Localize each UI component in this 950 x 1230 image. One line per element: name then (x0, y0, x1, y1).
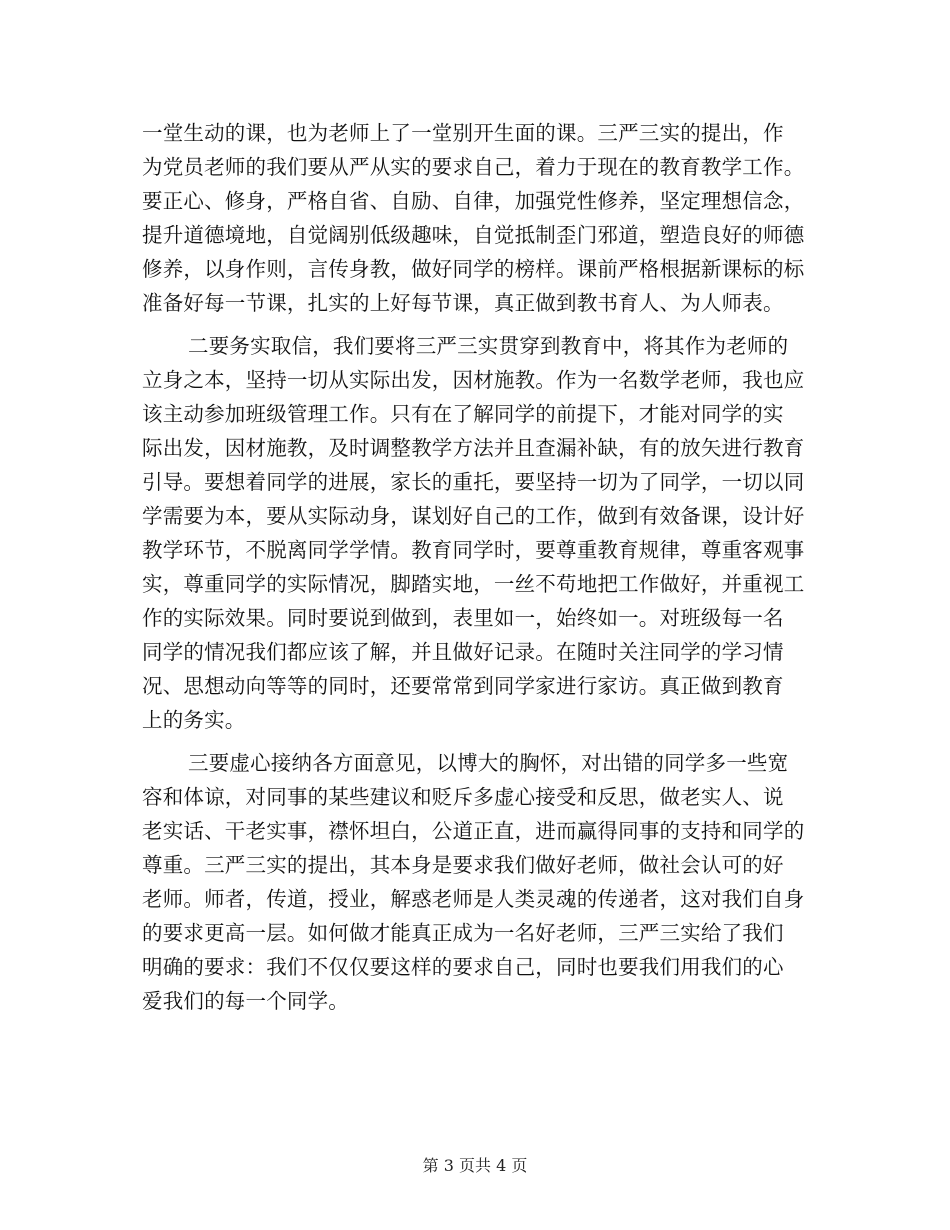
text-line: 立身之本，坚持一切从实际出发，因材施教。作为一名数学老师，我也应 (142, 368, 805, 392)
text-line: 实，尊重同学的实际情况，脚踏实地，一丝不苟地把工作做好，并重视工 (142, 572, 805, 596)
text-line: 该主动参加班级管理工作。只有在了解同学的前提下，才能对同学的实 (142, 402, 784, 426)
text-line: 容和体谅，对同事的某些建议和贬斥多虚心接受和反思，做老实人、说 (142, 785, 784, 809)
text-line: 明确的要求：我们不仅仅要这样的要求自己，同时也要我们用我们的心 (142, 955, 784, 979)
text-line: 老师。师者，传道，授业，解惑老师是人类灵魂的传递者，这对我们自身 (142, 887, 805, 911)
text-line: 况、思想动向等等的同时，还要常常到同学家进行家访。真正做到教育 (142, 674, 784, 698)
text-line: 上的务实。 (142, 708, 246, 732)
text-line: 学需要为本，要从实际动身，谋划好自己的工作，做到有效备课，设计好 (142, 504, 805, 528)
text-line: 爱我们的每一个同学。 (142, 989, 349, 1013)
text-line: 引导。要想着同学的进展，家长的重托，要坚持一切为了同学，一切以同 (142, 470, 805, 494)
text-line: 准备好每一节课，扎实的上好每节课，真正做到教书育人、为人师表。 (142, 291, 784, 315)
text-line: 教学环节，不脱离同学学情。教育同学时，要尊重教育规律，尊重客观事 (142, 538, 805, 562)
paragraph-first-line: 三要虚心接纳各方面意见，以博大的胸怀，对出错的同学多一些宽 (188, 751, 789, 775)
text-line: 的要求更高一层。如何做才能真正成为一名好老师，三严三实给了我们 (142, 921, 784, 945)
text-line: 老实话、干老实事，襟怀坦白，公道正直，进而赢得同事的支持和同学的 (142, 819, 805, 843)
paragraph-first-line: 二要务实取信，我们要将三严三实贯穿到教育中，将其作为老师的 (188, 334, 789, 358)
text-line: 要正心、修身，严格自省、自励、自律，加强党性修养，坚定理想信念， (142, 189, 805, 213)
text-line: 际出发，因材施教，及时调整教学方法并且查漏补缺，有的放矢进行教育 (142, 436, 805, 460)
page-number-footer: 第 3 页共 4 页 (422, 1156, 528, 1175)
text-line: 修养，以身作则，言传身教，做好同学的榜样。课前严格根据新课标的标 (142, 257, 805, 281)
text-line: 作的实际效果。同时要说到做到，表里如一，始终如一。对班级每一名 (142, 606, 784, 630)
text-line: 同学的情况我们都应该了解，并且做好记录。在随时关注同学的学习情 (142, 640, 784, 664)
text-line: 提升道德境地，自觉阔别低级趣味，自觉抵制歪门邪道，塑造良好的师德 (142, 223, 805, 247)
text-line: 尊重。三严三实的提出，其本身是要求我们做好老师，做社会认可的好 (142, 853, 784, 877)
text-line: 为党员老师的我们要从严从实的要求自己，着力于现在的教育教学工作。 (142, 155, 805, 179)
text-line: 一堂生动的课，也为老师上了一堂别开生面的课。三严三实的提出，作 (142, 121, 784, 145)
